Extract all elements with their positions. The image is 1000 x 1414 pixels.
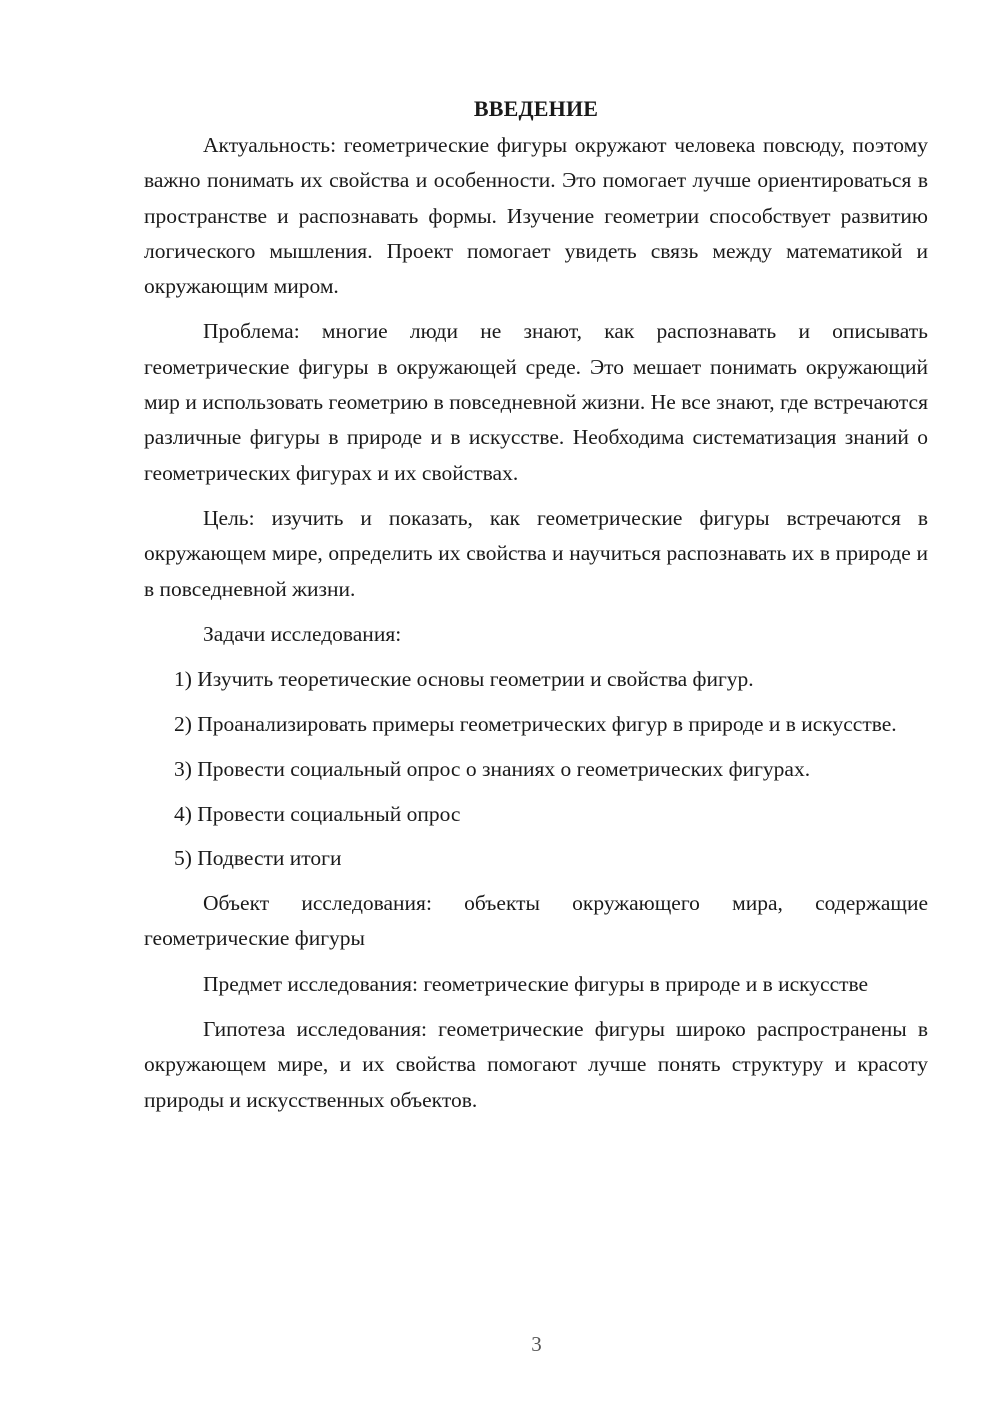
paragraph-subject: Предмет исследования: геометрические фигуры в природе и в искусстве (203, 971, 869, 996)
document-page (144, 92, 928, 1128)
list-item-task-3: 3) Провести социальный опрос о знаниях о геометрических фигурах. (174, 756, 811, 781)
paragraph-object: Объект исследования: объекты окружающего мира, содержащие геометрические фигуры (144, 891, 928, 951)
list-item-task-2: 2) Проанализировать примеры геометрических фигур в природе и в искусстве. (174, 711, 897, 736)
paragraph-problem: Проблема: многие люди не знают, как распознавать и описывать геометрические фигуры в окружающей среде. Это мешает понимать окружающий мир и использовать геометрию в повседневной жизни. Не все знают, где встречаются различные фигуры в природе и в искусстве. Необходима систематизация знаний о геометрических фигурах и их свойствах. (144, 319, 928, 485)
list-item-task-1: 1) Изучить теоретические основы геометрии и свойства фигур. (174, 667, 754, 692)
page-title: ВВЕДЕНИЕ (473, 96, 599, 121)
tasks-heading: Задачи исследования: (203, 621, 402, 646)
paragraph-hypothesis: Гипотеза исследования: геометрические фигуры широко распространены в окружающем мире, и их свойства помогают лучше понять структуру и красоту природы и искусственных объектов. (144, 1017, 928, 1112)
list-item-task-4: 4) Провести социальный опрос (174, 801, 461, 826)
list-item-task-5: 5) Подвести итоги (174, 846, 342, 871)
paragraph-relevance: Актуальность: геометрические фигуры окружают человека повсюду, поэтому важно понимать их свойства и особенности. Это помогает лучше ориентироваться в пространстве и распознавать формы. Изучение геометрии способствует развитию логического мышления. Проект помогает увидеть связь между математикой и окружающим миром. (144, 133, 928, 299)
paragraph-goal: Цель: изучить и показать, как геометрические фигуры встречаются в окружающем мире, определить их свойства и научиться распознавать их в природе и в повседневной жизни. (144, 505, 928, 601)
page-number: 3 (531, 1332, 542, 1356)
